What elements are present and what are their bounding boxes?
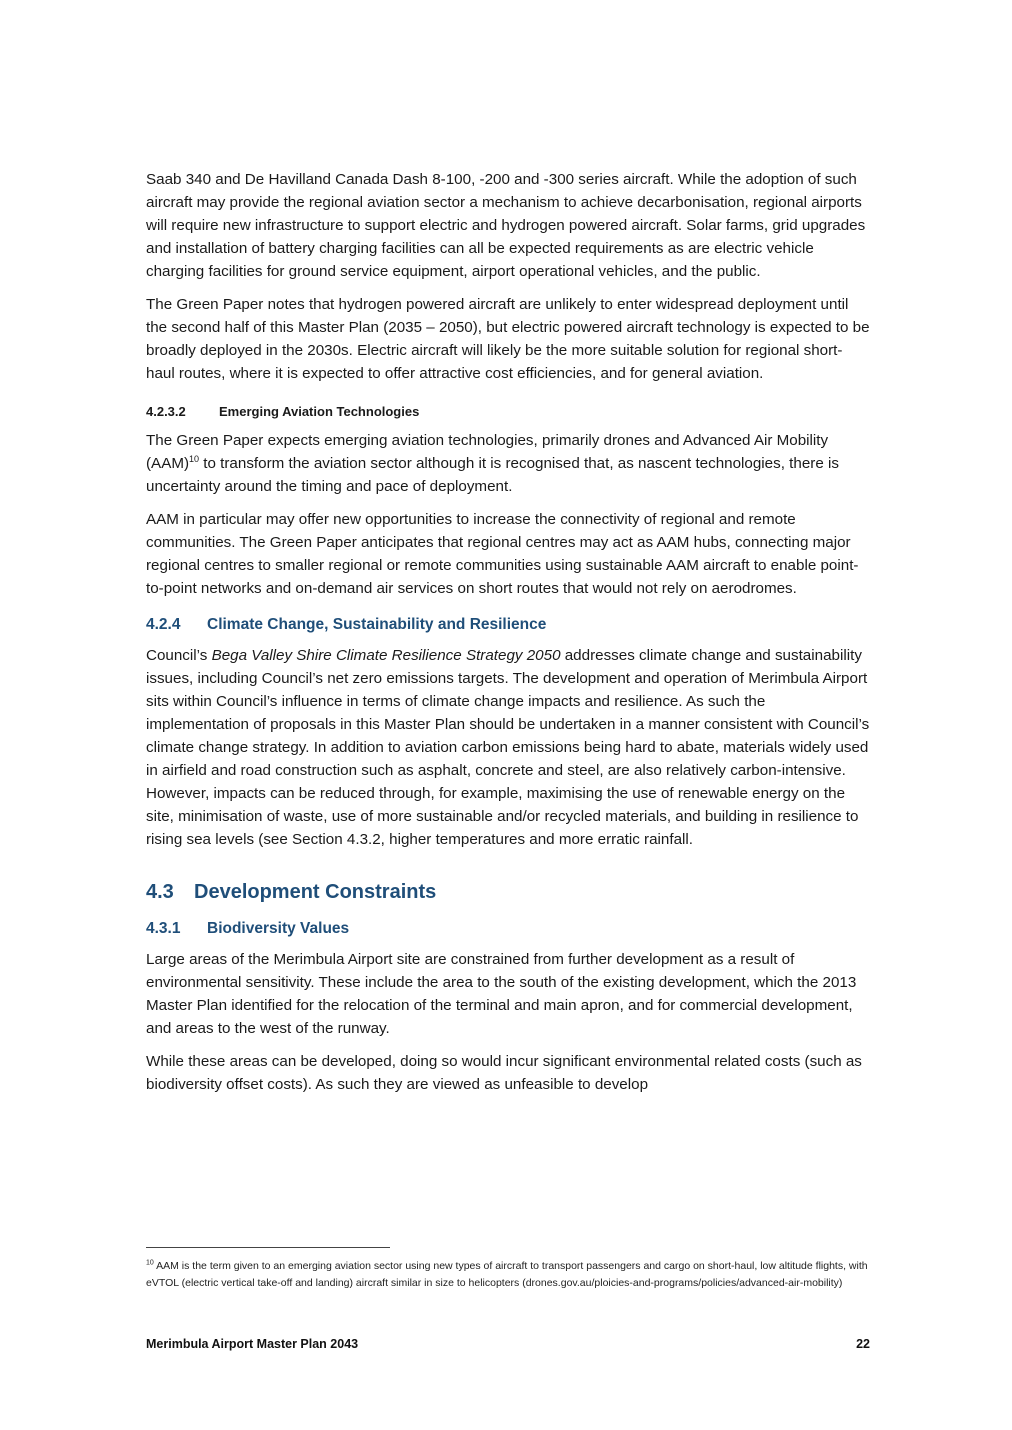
text-run: addresses climate change and sustainability issues, including Council’s net zero emissions targets. The development and operation of Merimbula Airport sits within Council’s influence in terms of climate change impacts and resilience. As such the implementation of proposals in this Master Plan should be undertaken in a manner consistent with Council’s climate change strategy. In addition to aviation carbon emissions being hard to abate, materials widely used in airfield and road construction such as asphalt, concrete and steel, are also relatively carbon-intensive. However, impacts can be reduced through, for example, maximising the use of renewable energy on the site, minimisation of waste, use of more sustainable and/or recycled materials, and building in resilience to rising sea levels (see Section 4.3.2, higher temperatures and more erratic rainfall.	[146, 647, 870, 848]
heading-number: 4.3.1	[146, 920, 181, 937]
page-content	[146, 168, 870, 1106]
heading-development-constraints	[146, 881, 870, 904]
paragraph-hydrogen-electric: The Green Paper notes that hydrogen powered aircraft are unlikely to enter widespread deployment until the second half of this Master Plan (2035 – 2050), but electric powered aircraft technology is expected to be broadly deployed in the 2030s. Electric aircraft will likely be the more suitable solution for regional short-haul routes, where it is expected to offer attractive cost efficiencies, and for general aviation.	[146, 296, 870, 382]
paragraph-aircraft-infrastructure: Saab 340 and De Havilland Canada Dash 8-100, -200 and -300 series aircraft. While the adoption of such aircraft may provide the regional aviation sector a mechanism to achieve decarbonisation, regional airports will require new infrastructure to support electric and hydrogen powered aircraft. Solar farms, grid upgrades and installation of battery charging facilities can all be expected requirements as are electric vehicle charging facilities for ground service equipment, airport operational vehicles, and the public.	[146, 171, 866, 280]
heading-title: Climate Change, Sustainability and Resilience	[207, 616, 547, 633]
footnote-reference[interactable]: 10	[189, 453, 200, 464]
footnote-text: AAM is the term given to an emerging aviation sector using new types of aircraft to transport passengers and cargo on short-haul, low altitude flights, with eVTOL (electric vertical take-off and landing) aircraft similar in size to helicopters (drones.gov.au/ploicies-and-programs/policies/advanced-air-mobility)	[146, 1260, 868, 1289]
heading-biodiversity-values	[146, 920, 870, 938]
paragraph-climate-strategy	[146, 644, 870, 851]
text-run: to transform the aviation sector although it is recognised that, as nascent technologies, there is uncertainty around the timing and pace of deployment.	[146, 455, 839, 495]
footer-document-title: Merimbula Airport Master Plan 2043	[146, 1337, 359, 1351]
heading-title: Emerging Aviation Technologies	[219, 404, 420, 419]
footnote	[146, 1258, 870, 1292]
heading-emerging-aviation-technologies	[146, 404, 870, 419]
heading-climate-change	[146, 616, 870, 634]
heading-title: Development Constraints	[194, 881, 437, 903]
paragraph-site-constraints: Large areas of the Merimbula Airport site are constrained from further development as a result of environmental sensitivity. These include the area to the south of the existing development, which the 2013 Master Plan identified for the relocation of the terminal and main apron, and for commercial development, and areas to the west of the runway.	[146, 951, 857, 1037]
text-run: Council’s	[146, 647, 212, 664]
footer-page-number: 22	[856, 1337, 870, 1351]
paragraph-aam-opportunities: AAM in particular may offer new opportunities to increase the connectivity of regional and remote communities. The Green Paper anticipates that regional centres may act as AAM hubs, connecting major regional centres to smaller regional or remote communities using sustainable AAM aircraft to enable point-to-point networks and on-demand air services on short routes that would not rely on aerodromes.	[146, 511, 859, 597]
heading-number: 4.3	[146, 881, 174, 903]
text-run: The Green Paper expects emerging aviation technologies, primarily drones and Advanced Air Mobility (AAM)	[146, 432, 829, 472]
paragraph-development-costs: While these areas can be developed, doing so would incur significant environmental related costs (such as biodiversity offset costs). As such they are viewed as unfeasible to develop	[146, 1053, 862, 1093]
footnote-marker: 10	[146, 1259, 154, 1267]
footnote-separator	[146, 1247, 390, 1248]
page-footer	[146, 1337, 870, 1351]
paragraph-emerging-technologies	[146, 429, 870, 498]
heading-title: Biodiversity Values	[207, 920, 350, 937]
strategy-title-italic: Bega Valley Shire Climate Resilience Strategy 2050	[211, 647, 561, 664]
heading-number: 4.2.3.2	[146, 404, 186, 419]
heading-number: 4.2.4	[146, 616, 181, 633]
